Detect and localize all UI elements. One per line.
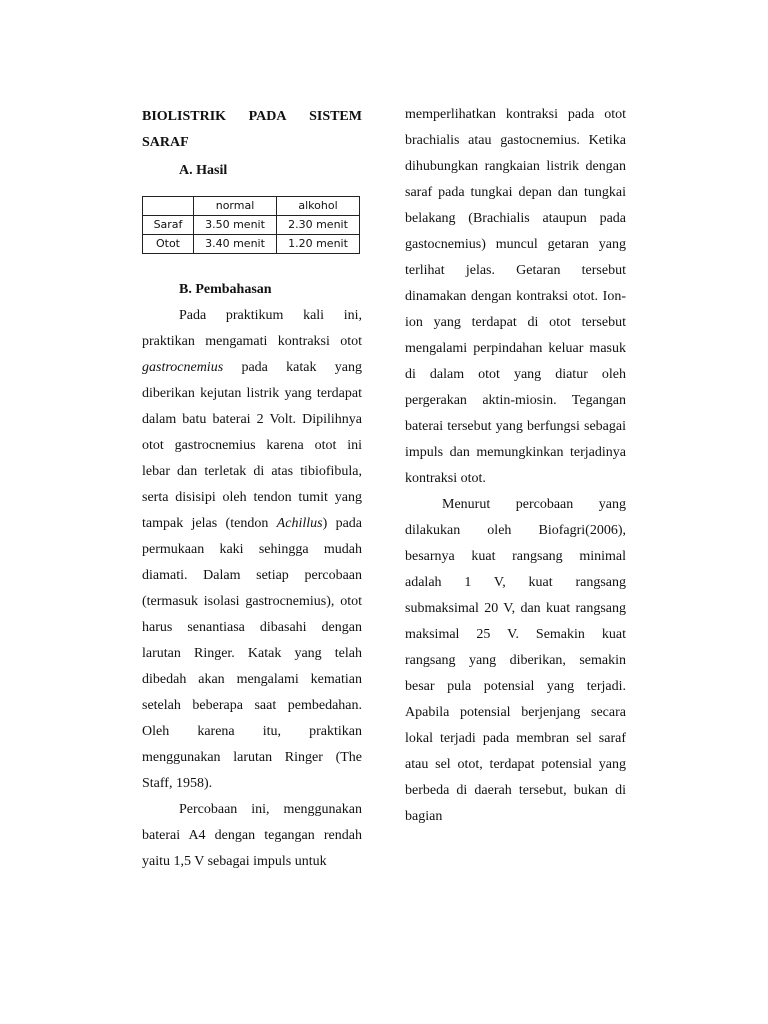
- table-cell: 2.30 menit: [277, 216, 360, 235]
- table-row-label: Otot: [143, 235, 194, 254]
- paragraph: Menurut percobaan yang dilakukan oleh Biofagri(2006), besarnya kuat rangsang minimal adalah 1 V, kuat rangsang submaksimal 20 V, dan kuat rangsang maksimal 25 V. Semakin kuat rangsang yang diberikan, semakin besar pula potensial yang terjadi. Apabila potensial berjenjang secara lokal terjadi pada membran sel saraf atau sel otot, terdapat potensial yang berbeda di daerah tersebut, bukan di bagian: [405, 497, 626, 824]
- paragraph: memperlihatkan kontraksi pada otot brachialis atau gastocnemius. Ketika dihubungkan rangkaian listrik dengan saraf pada tungkai depan dan tungkai belakang (Brachialis ataupun pada gastocnemius) muncul getaran yang terlihat jelas. Getaran tersebut dinamakan dengan kontraksi otot. Ion-ion yang terdapat di otot tersebut mengalami perpindahan keluar masuk di dalam otot yang diatur oleh pergerakan aktin-miosin. Tegangan baterai tersebut yang berfungsi sebagai impuls dan memungkinkan terjadinya kontraksi otot.: [405, 107, 626, 486]
- section-title: [142, 104, 362, 156]
- results-table: [142, 196, 360, 254]
- text-run: Pada praktikum kali ini, praktikan mengamati kontraksi otot: [142, 308, 362, 349]
- italic-term: Achillus: [276, 516, 323, 531]
- title-word: BIOLISTRIK: [142, 109, 227, 124]
- table-cell: 1.20 menit: [277, 235, 360, 254]
- table-row: [143, 235, 360, 254]
- table-header-cell: normal: [194, 197, 277, 216]
- table-cell: [143, 197, 194, 216]
- paragraph: Percobaan ini, menggunakan baterai A4 dengan tegangan rendah yaitu 1,5 V sebagai impuls untuk: [142, 802, 362, 869]
- table-row: [143, 216, 360, 235]
- table-cell: 3.40 menit: [194, 235, 277, 254]
- text-run: pada katak yang diberikan kejutan listrik yang terdapat dalam batu baterai 2 Volt. Dipilihnya otot gastrocnemius karena otot ini lebar dan terletak di atas tibiofibula, serta disisipi oleh tendon tumit yang tampak jelas (tendon: [142, 360, 362, 531]
- title-line-1: [142, 104, 362, 130]
- title-word: PADA: [248, 109, 287, 124]
- table-header-cell: alkohol: [277, 197, 360, 216]
- paragraph: [142, 303, 362, 797]
- heading-pembahasan: B. Pembahasan: [179, 282, 272, 297]
- left-column: [142, 102, 362, 875]
- table-cell: 3.50 menit: [194, 216, 277, 235]
- title-line-2: SARAF: [142, 135, 189, 150]
- title-word: SISTEM: [309, 109, 362, 124]
- right-column: [405, 102, 626, 830]
- table-row-label: Saraf: [143, 216, 194, 235]
- italic-term: gastrocnemius: [142, 360, 224, 375]
- table-header-row: [143, 197, 360, 216]
- heading-hasil: A. Hasil: [179, 163, 228, 178]
- text-run: ) pada permukaan kaki sehingga mudah diamati. Dalam setiap percobaan (termasuk isolasi gastrocnemius), otot harus senantiasa dibasahi dengan larutan Ringer. Katak yang telah dibedah akan mengalami kematian setelah beberapa saat pembedahan. Oleh karena itu, praktikan menggunakan larutan Ringer (The Staff, 1958).: [142, 516, 362, 791]
